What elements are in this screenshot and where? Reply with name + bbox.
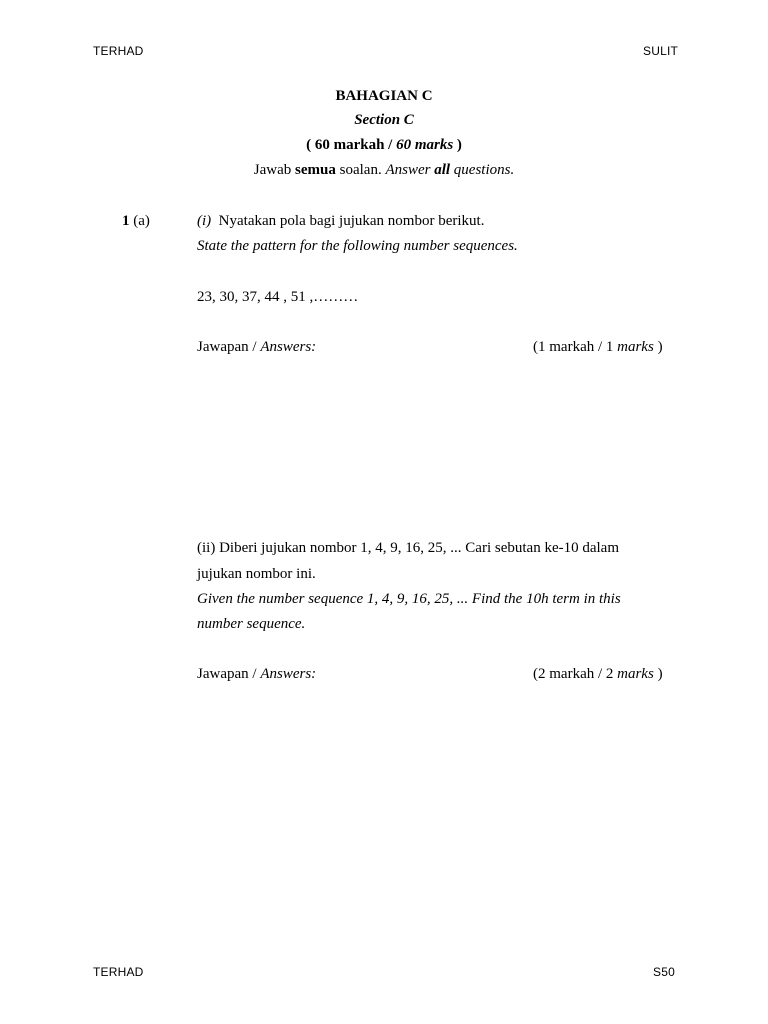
part-ii-line1: (ii) Diberi jujukan nombor 1, 4, 9, 16, 25, ... Cari sebutan ke-10 dalam — [197, 540, 619, 556]
instr-ms-1: Jawab — [253, 162, 296, 178]
section-instructions — [0, 162, 768, 179]
part-i-marks-close: ) — [653, 339, 663, 355]
part-ii-marks-open: (2 markah / 2 — [533, 666, 618, 682]
section-marks-open: ( 60 markah / — [306, 137, 397, 153]
part-i-sequence: 23, 30, 37, 44 , 51 ,……… — [197, 289, 359, 305]
section-title: BAHAGIAN C — [335, 88, 433, 104]
part-i-answer-en: Answers: — [260, 339, 317, 355]
instr-ms-2: soalan. — [335, 162, 386, 178]
part-i-label: (i) — [197, 213, 212, 229]
footer-left: TERHAD — [93, 965, 144, 979]
section-marks-en: 60 marks — [396, 137, 454, 153]
part-ii-answer-label — [197, 666, 316, 683]
instr-en-1: Answer — [385, 162, 435, 178]
question-number-value: 1 — [122, 213, 130, 229]
part-i-line-ms — [197, 213, 484, 230]
header-left: TERHAD — [93, 44, 144, 58]
part-i-marks-en: marks — [617, 339, 654, 355]
question-part: (a) — [129, 213, 150, 229]
section-marks-close: ) — [453, 137, 462, 153]
part-ii-marks-close: ) — [653, 666, 663, 682]
part-ii-answer-en: Answers: — [260, 666, 317, 682]
part-i-answer-label — [197, 339, 316, 356]
part-ii-marks-en: marks — [617, 666, 654, 682]
section-marks — [0, 137, 768, 154]
part-ii-marks — [533, 666, 663, 683]
section-subtitle: Section C — [354, 112, 414, 128]
instr-ms-bold: semua — [295, 162, 336, 178]
part-ii-answer-ms: Jawapan / — [197, 666, 261, 682]
header-right: SULIT — [643, 44, 679, 58]
part-i-marks-open: (1 markah / 1 — [533, 339, 618, 355]
part-i-marks — [533, 339, 663, 356]
part-i-answer-ms: Jawapan / — [197, 339, 261, 355]
part-i-text-en: State the pattern for the following number sequences. — [197, 238, 518, 254]
part-i-text-ms: Nyatakan pola bagi jujukan nombor berikut. — [218, 213, 485, 229]
instr-en-2: questions. — [450, 162, 515, 178]
part-ii-line4: number sequence. — [197, 616, 306, 632]
footer-right: S50 — [653, 965, 675, 979]
part-ii-line2: jujukan nombor ini. — [197, 566, 316, 582]
instr-en-bold: all — [434, 162, 451, 178]
question-number — [122, 213, 150, 230]
part-ii-line3: Given the number sequence 1, 4, 9, 16, 25, ... Find the 10h term in this — [197, 591, 621, 607]
